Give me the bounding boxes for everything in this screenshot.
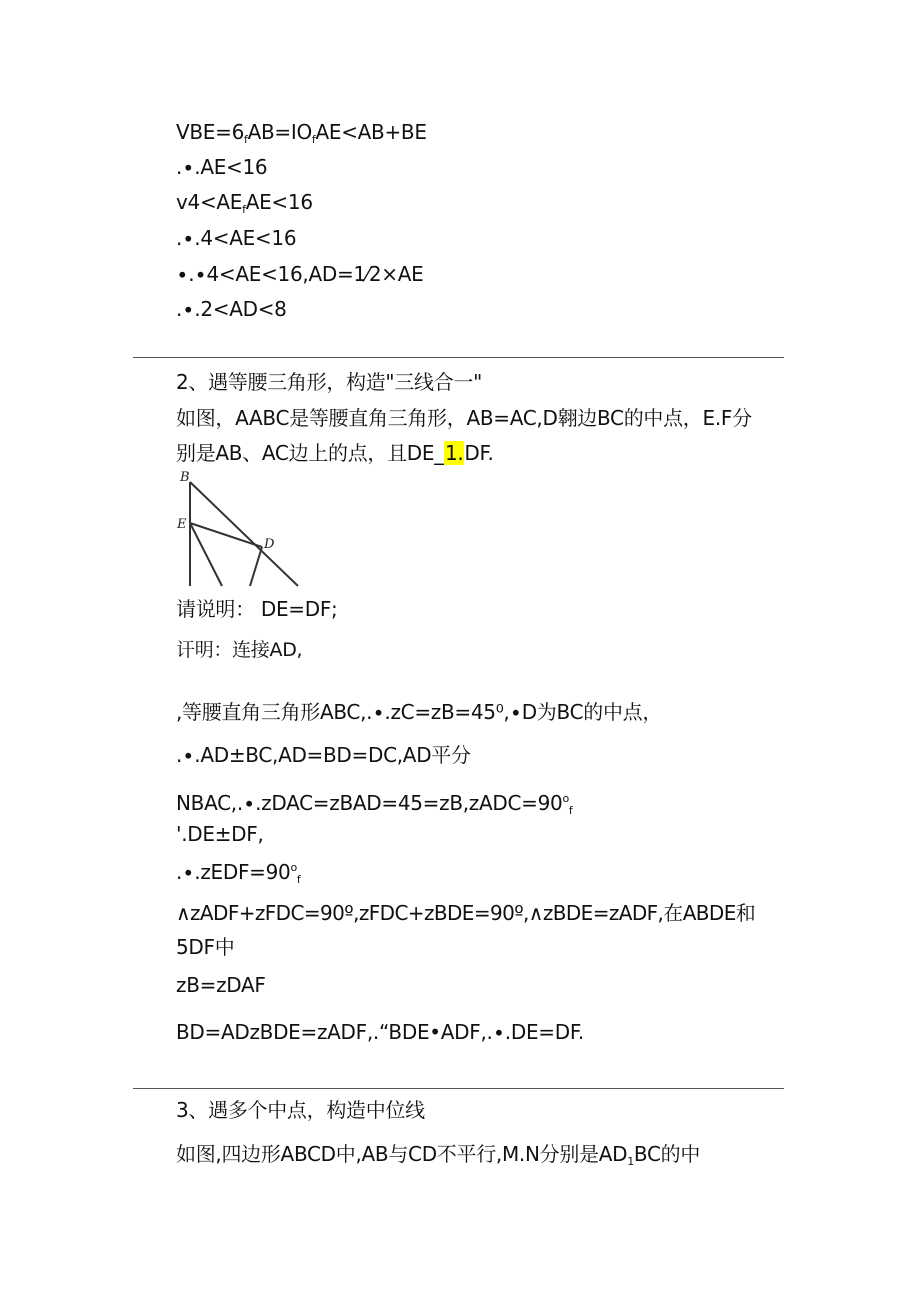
segment-d-down	[250, 547, 262, 586]
section2-proof-line-2: .∙.AD±BC,AD=BD=DC,AD平分	[176, 743, 471, 767]
label-d: D	[264, 537, 275, 552]
section2-question: 请说明： DE=DF;	[176, 597, 338, 621]
triangle-figure	[168, 470, 308, 590]
section2-proof-line-4: '.DE±DF,	[176, 822, 264, 846]
section2-problem-line-1: 如图，AABC是等腰直角三角形，AB=AC,D翱边BC的中点，E.F分	[176, 406, 752, 430]
proof1-line-5: ∙.∙4<AE<16,AD=1⁄2×AE	[176, 262, 424, 286]
section2-proof-line-3: $NBAC,.\cdot.zDAC=zBAD=45=zB,zADC=90^o_f$	[176, 791, 573, 817]
section2-proof-intro: 讦明：连接AD,	[176, 639, 303, 661]
section2-proof-line-7: 5DF中	[176, 935, 235, 959]
section2-proof-line-5: $.\cdot.zEDF=90^o_f$	[176, 860, 301, 886]
section2-proof-line-9: BD=ADzBDE=zADF,.“BDE•ADF,.∙.DE=DF.	[176, 1020, 584, 1044]
figure-lines	[190, 482, 298, 586]
proof1-line-3: $v4<AE_fAE<16$	[176, 190, 313, 216]
proof1-line-1: $VBE=6_fAB=IO_fAE<AB+BE$	[176, 120, 427, 146]
section2-proof-line-6: ∧zADF+zFDC=90º,zFDC+zBDE=90º,∧zBDE=zADF,在ABDE和	[176, 901, 756, 925]
section3-problem-line-1: 如图,四边形ABCD中,AB与CD不平行,M.N分别是$AD_1BC$的中	[176, 1142, 701, 1168]
label-e: E	[177, 517, 187, 532]
section2-heading: 2、遇等腰三角形，构造"三线合一"	[176, 370, 483, 394]
highlighted-text: 1.	[444, 441, 464, 465]
section3-heading: 3、遇多个中点，构造中位线	[176, 1098, 425, 1122]
section2-problem-line-2: 别是AB、AC边上的点，且DE_1.DF.	[176, 441, 494, 465]
proof1-line-2: .∙.AE<16	[176, 155, 268, 179]
section-divider	[133, 1088, 784, 1089]
section2-proof-line-1: ,等腰直角三角形ABC,.∙.zC=zB=45⁰,∙D为BC的中点，	[176, 700, 663, 724]
proof1-line-6: .∙.2<AD<8	[176, 297, 287, 321]
proof1-line-4: .∙.4<AE<16	[176, 226, 297, 250]
section2-proof-line-8: zB=zDAF	[176, 973, 266, 997]
section-divider	[133, 357, 784, 358]
segment-bc	[190, 482, 298, 586]
label-b: B	[180, 470, 190, 485]
